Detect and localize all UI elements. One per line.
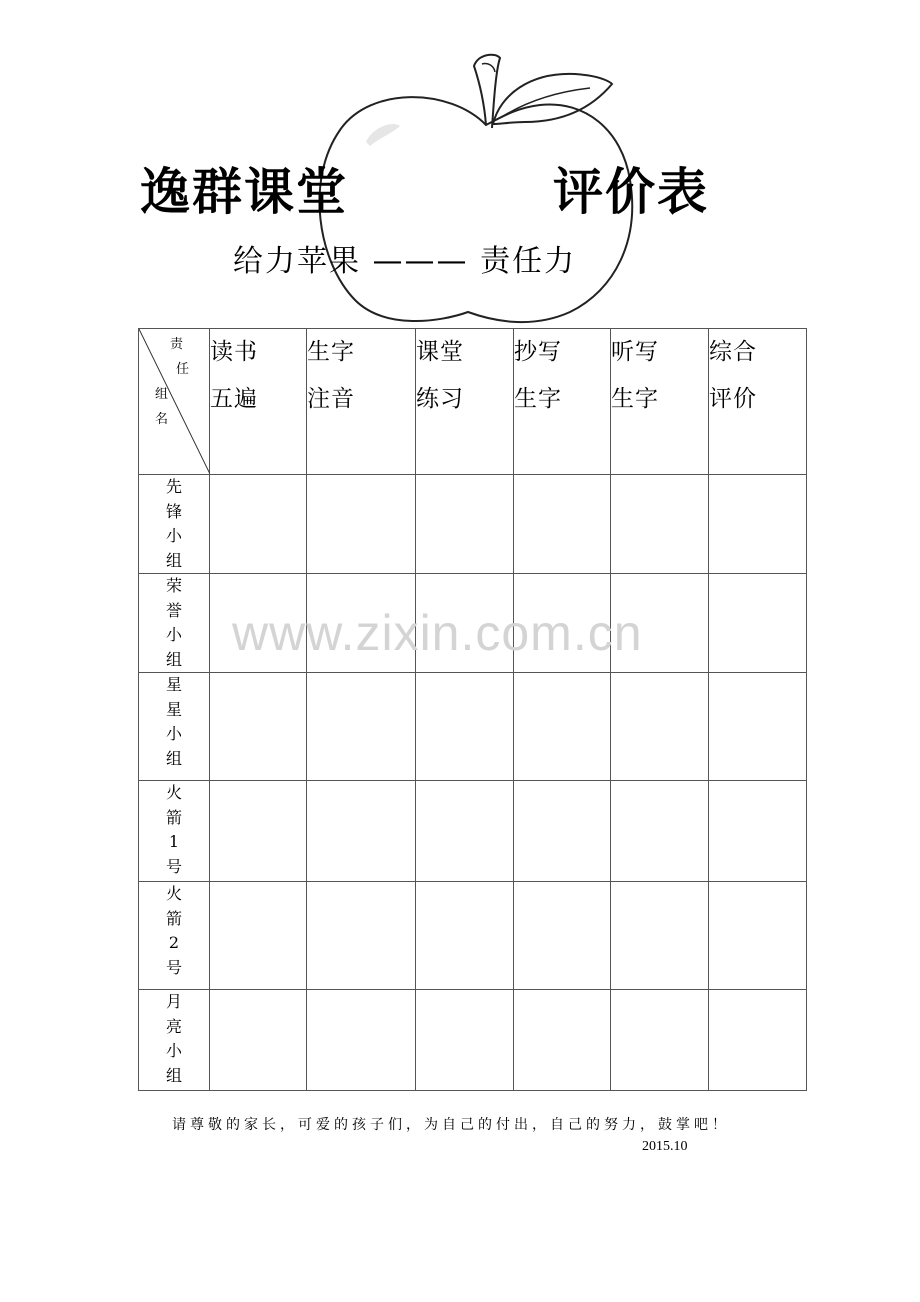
score-cell[interactable] [307, 990, 416, 1091]
column-header: 抄写 生字 [514, 329, 611, 475]
score-cell[interactable] [514, 781, 611, 882]
score-cell[interactable] [416, 882, 514, 990]
table-row [139, 475, 807, 574]
page-title-left: 逸群课堂 [140, 163, 348, 221]
score-cell[interactable] [709, 990, 807, 1091]
table-row [139, 882, 807, 990]
score-cell[interactable] [416, 673, 514, 781]
row-label: 月 亮 小 组 [139, 990, 210, 1091]
column-header: 综合 评价 [709, 329, 807, 475]
score-cell[interactable] [307, 781, 416, 882]
footer-date: 2015.10 [642, 1139, 688, 1154]
row-label: 火 箭 2 号 [139, 882, 210, 990]
score-cell[interactable] [307, 882, 416, 990]
score-cell[interactable] [611, 882, 709, 990]
row-label: 星 星 小 组 [139, 673, 210, 781]
corner-label-left-1: 组 [155, 387, 169, 402]
score-cell[interactable] [210, 882, 307, 990]
score-cell[interactable] [514, 990, 611, 1091]
score-cell[interactable] [709, 673, 807, 781]
score-cell[interactable] [611, 990, 709, 1091]
table-row [139, 673, 807, 781]
table-row [139, 781, 807, 882]
score-cell[interactable] [210, 673, 307, 781]
corner-cell [139, 329, 210, 475]
header-row [139, 329, 807, 475]
evaluation-table [138, 328, 807, 1091]
column-header: 读书 五遍 [210, 329, 307, 475]
score-cell[interactable] [307, 475, 416, 574]
score-cell[interactable] [210, 781, 307, 882]
column-header: 课堂 练习 [416, 329, 514, 475]
score-cell[interactable] [514, 475, 611, 574]
apple-highlight [366, 124, 400, 146]
apple-illustration [0, 0, 920, 330]
row-label: 火 箭 1 号 [139, 781, 210, 882]
apple-stem-inner [482, 63, 495, 72]
score-cell[interactable] [709, 882, 807, 990]
corner-label-left-2: 名 [155, 412, 169, 427]
page-subtitle: 给力苹果 ——— 责任力 [233, 244, 577, 279]
score-cell[interactable] [210, 475, 307, 574]
score-cell[interactable] [514, 673, 611, 781]
corner-label-right: 任 [176, 362, 190, 377]
column-header: 生字 注音 [307, 329, 416, 475]
score-cell[interactable] [416, 781, 514, 882]
row-label: 先 锋 小 组 [139, 475, 210, 574]
table-row [139, 990, 807, 1091]
score-cell[interactable] [307, 673, 416, 781]
score-cell[interactable] [514, 882, 611, 990]
score-cell[interactable] [709, 574, 807, 673]
score-cell[interactable] [611, 673, 709, 781]
score-cell[interactable] [611, 475, 709, 574]
page-title-right: 评价表 [553, 163, 709, 221]
row-label: 荣 誉 小 组 [139, 574, 210, 673]
footer-note: 请尊敬的家长，可爱的孩子们，为自己的付出，自己的努力，鼓掌吧！ [172, 1117, 730, 1133]
score-cell[interactable] [611, 781, 709, 882]
score-cell[interactable] [416, 475, 514, 574]
watermark-text: www.zixin.com.cn [232, 605, 643, 661]
apple-leaf [493, 74, 612, 124]
corner-label-top: 责 [170, 337, 184, 352]
score-cell[interactable] [210, 990, 307, 1091]
column-header: 听写 生字 [611, 329, 709, 475]
score-cell[interactable] [416, 990, 514, 1091]
score-cell[interactable] [709, 475, 807, 574]
score-cell[interactable] [709, 781, 807, 882]
